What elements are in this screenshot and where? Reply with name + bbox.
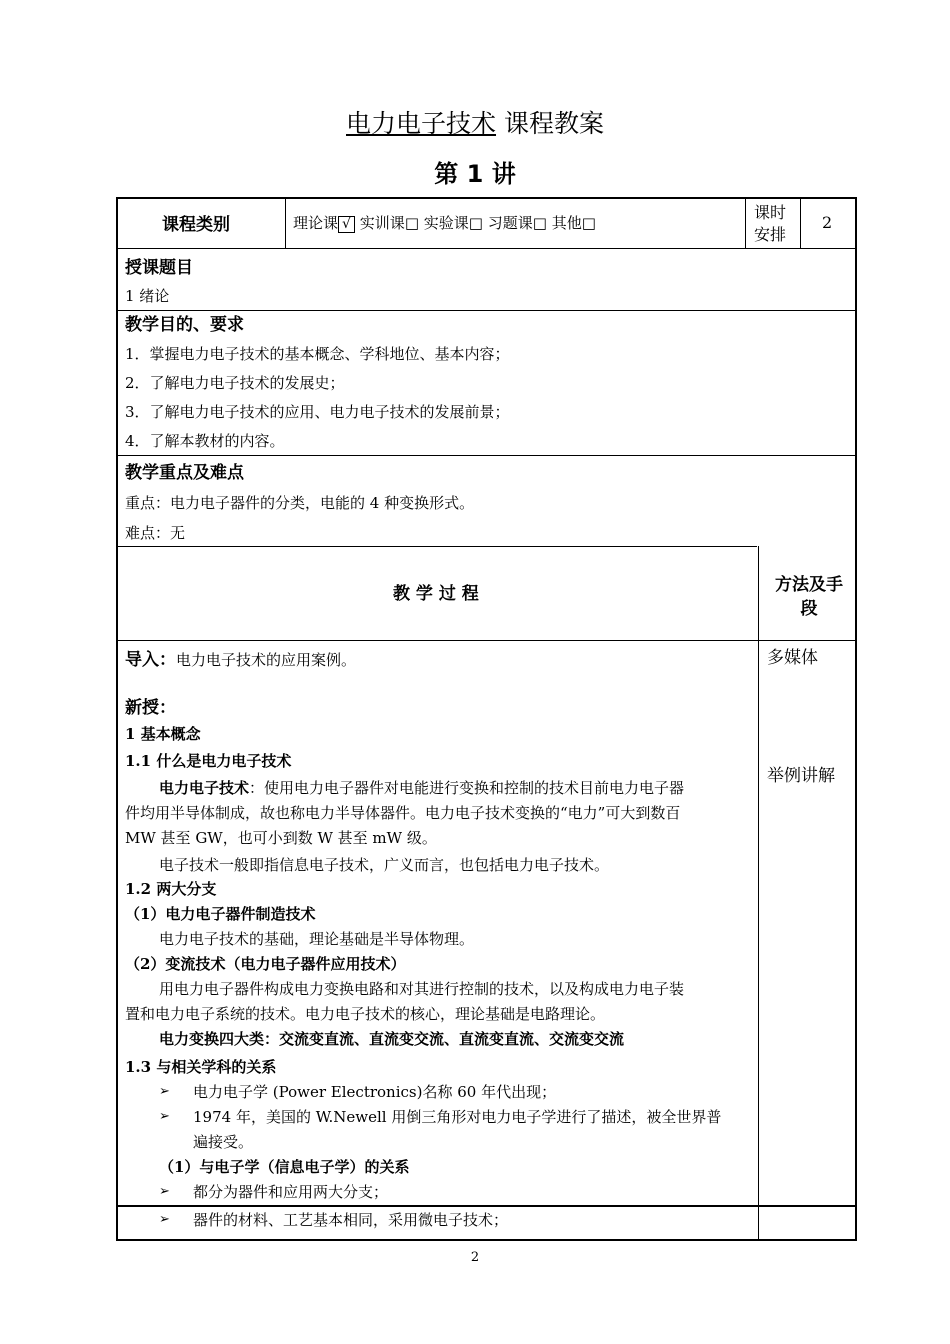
option-exercise: 习题课 (487, 214, 533, 232)
section-1: 1 基本概念 (125, 725, 201, 743)
option-exercise-checkbox[interactable]: □ (532, 214, 547, 232)
bullet-icon: ➢ (159, 1109, 170, 1124)
goal-item: 4．了解本教材的内容。 (125, 432, 285, 450)
goal-item: 1．掌握电力电子技术的基本概念、学科地位、基本内容； (125, 345, 510, 363)
section-1-2: 1.2 两大分支 (125, 880, 217, 898)
branch-2-line2: 置和电力电子系统的技术。电力电子技术的核心，理论基础是电路理论。 (125, 1005, 606, 1023)
title-suffix: 课程教案 (503, 109, 604, 138)
option-other-checkbox[interactable]: □ (581, 214, 596, 232)
topic-value: 1 绪论 (125, 287, 170, 305)
table-bottom-border (116, 1239, 857, 1241)
method-col-divider (758, 546, 759, 1240)
paragraph-definition (125, 776, 753, 851)
option-lab: 实验课 (423, 214, 469, 232)
title-course-name: 电力电子技术 (346, 109, 497, 138)
branch-2-heading: （2）变流技术（电力电子器件应用技术） (125, 955, 406, 973)
row-divider (116, 455, 857, 456)
row-divider (116, 248, 857, 249)
paragraph-line: 件均用半导体制成，故也称电力半导体器件。电力电子技术变换的“电力”可大到数百 (125, 804, 681, 822)
method-heading: 方法及手段 (775, 575, 843, 619)
topic-heading: 授课题目 (125, 258, 193, 278)
process-heading: 教 学 过 程 (393, 584, 479, 604)
hours-label-line1: 课时 (754, 203, 787, 222)
row-divider (116, 546, 757, 547)
hours-value: 2 (822, 213, 833, 232)
col-divider (745, 197, 746, 248)
course-type-options (293, 213, 596, 233)
hours-label-line2: 安排 (754, 225, 787, 244)
paragraph-electronics: 电子技术一般即指信息电子技术，广义而言，也包括电力电子技术。 (159, 856, 610, 874)
list-item: 都分为器件和应用两大分支； (193, 1183, 389, 1201)
option-other: 其他 (551, 214, 582, 232)
page-title (0, 104, 950, 140)
hours-label (754, 202, 786, 246)
list-item: 电力电子学 (Power Electronics)名称 60 年代出现； (193, 1083, 557, 1101)
intro-text: 电力电子技术的应用案例。 (176, 651, 357, 669)
paragraph-line: MW 甚至 GW，也可小到数 W 甚至 mW 级。 (125, 829, 437, 847)
method-item: 多媒体 (767, 648, 818, 668)
branch-1-text: 电力电子技术的基础，理论基础是半导体物理。 (159, 930, 475, 948)
goal-item: 3．了解电力电子技术的应用、电力电子技术的发展前景； (125, 403, 510, 421)
paragraph-text: ：使用电力电子器件对电能进行变换和控制的技术目前电力电子器 (249, 779, 685, 797)
list-item-continued: 遍接受。 (193, 1133, 254, 1151)
four-conversions: 电力变换四大类：交流变直流、直流变交流、直流变直流、交流变交流 (159, 1030, 625, 1048)
focus-difficult: 难点：无 (125, 524, 186, 542)
focus-heading: 教学重点及难点 (125, 463, 244, 483)
option-lab-checkbox[interactable]: □ (468, 214, 483, 232)
goals-heading: 教学目的、要求 (125, 315, 244, 335)
option-training: 实训课 (359, 214, 405, 232)
goal-item: 2．了解电力电子技术的发展史； (125, 374, 345, 392)
bullet-icon: ➢ (159, 1184, 170, 1199)
branch-2-line1: 用电力电子器件构成电力变换电路和对其进行控制的技术，以及构成电力电子装 (159, 980, 685, 998)
option-theory-checkbox[interactable]: √ (338, 216, 355, 233)
course-type-label: 课程类别 (162, 215, 230, 235)
lecture-number: 第 1 讲 (434, 160, 516, 188)
bullet-icon: ➢ (159, 1212, 170, 1227)
section-1-3: 1.3 与相关学科的关系 (125, 1058, 277, 1076)
row-divider (116, 640, 857, 641)
list-item: 器件的材料、工艺基本相同，采用微电子技术； (193, 1211, 509, 1229)
intro-line (125, 650, 356, 670)
col-divider (800, 197, 801, 248)
method-item: 举例讲解 (767, 766, 835, 786)
option-training-checkbox[interactable]: □ (404, 214, 419, 232)
option-theory: 理论课 (293, 214, 339, 232)
intro-label: 导入： (125, 650, 176, 670)
col-divider (285, 197, 286, 248)
term-bold: 电力电子技术 (159, 779, 250, 797)
focus-key: 重点：电力电子器件的分类，电能的 4 种变换形式。 (125, 494, 475, 512)
relation-1-heading: （1）与电子学（信息电子学）的关系 (159, 1158, 410, 1176)
new-label: 新授： (125, 698, 176, 718)
list-item: 1974 年，美国的 W.Newell 用倒三角形对电力电子学进行了描述，被全世界普 (193, 1108, 722, 1126)
row-divider (116, 310, 857, 311)
bullet-icon: ➢ (159, 1084, 170, 1099)
section-1-1: 1.1 什么是电力电子技术 (125, 752, 292, 770)
paragraph-line (125, 776, 753, 801)
branch-1-heading: （1）电力电子器件制造技术 (125, 905, 316, 923)
page-number: 2 (470, 1250, 480, 1265)
row-divider (116, 1205, 857, 1207)
